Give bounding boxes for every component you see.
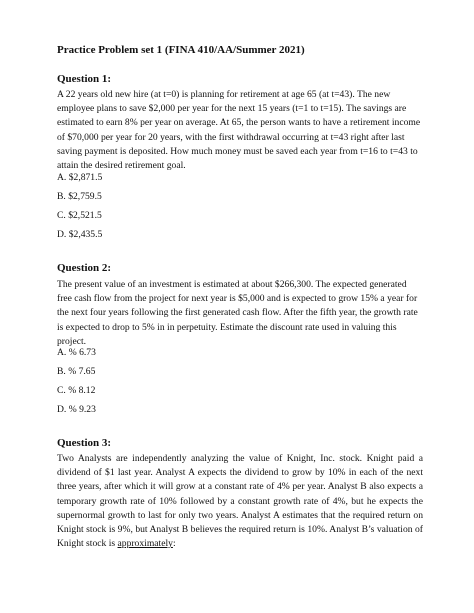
question-1-options xyxy=(57,168,102,244)
question-2-option-c: C. % 8.12 xyxy=(57,385,96,396)
question-2-option-a: A. % 6.73 xyxy=(57,347,96,358)
question-2-option-b: B. % 7.65 xyxy=(57,366,96,377)
question-2-options xyxy=(57,343,96,419)
question-3-text-underlined: approximately xyxy=(117,538,173,550)
question-3-text xyxy=(57,452,423,551)
question-2-text: The present value of an investment is estimated at about $266,300. The expected generated free cash flow from the project for next year is $5,000 and is expected to grow 15% a year for the next four years following the first generated cash flow. After the fifth year, the growth rate is expected to drop to 5% in in perpetuity. Estimate the discount rate used in valuing this project. xyxy=(57,279,418,347)
question-2-heading: Question 2: xyxy=(57,262,112,274)
document-title: Practice Problem set 1 (FINA 410/AA/Summer 2021) xyxy=(57,44,305,56)
question-1-option-a: A. $2,871.5 xyxy=(57,172,103,183)
question-3-heading: Question 3: xyxy=(57,437,112,449)
question-3-text-main: Two Analysts are independently analyzing the value of Knight, Inc. stock. Knight paid a dividend of $1 last year. Analyst A expects the dividend to grow by 10% in each of the next three years, after which it will grow at a constant rate of 4% per year. Analyst B also expects a temporary growth rate of 10% followed by a constant growth rate of 4%, but he expects the supernormal growth to last for only two years. Analyst A estimates that the required return on Knight stock is 9%, but Analyst B believes the required return is 10%. Analyst B’s valuation of Knight stock is xyxy=(57,453,423,550)
question-1-heading: Question 1: xyxy=(57,73,112,85)
question-2-option-d: D. % 9.23 xyxy=(57,404,96,415)
question-1-option-b: B. $2,759.5 xyxy=(57,191,102,202)
question-1-text: A 22 years old new hire (at t=0) is planning for retirement at age 65 (at t=43). The new employee plans to save $2,000 per year for the next 15 years (t=1 to t=15). The savings are estimated to earn 8% per year on average. At 65, the person wants to have a retirement income of $70,000 per year for 20 years, with the first withdrawal occurring at t=43 right after last saving payment is deposited. How much money must be saved each year from t=16 to t=43 to attain the desired retirement goal. xyxy=(57,89,421,172)
question-3-text-end: : xyxy=(172,538,176,550)
question-1-option-c: C. $2,521.5 xyxy=(57,210,102,221)
question-1-option-d: D. $2,435.5 xyxy=(57,229,103,240)
